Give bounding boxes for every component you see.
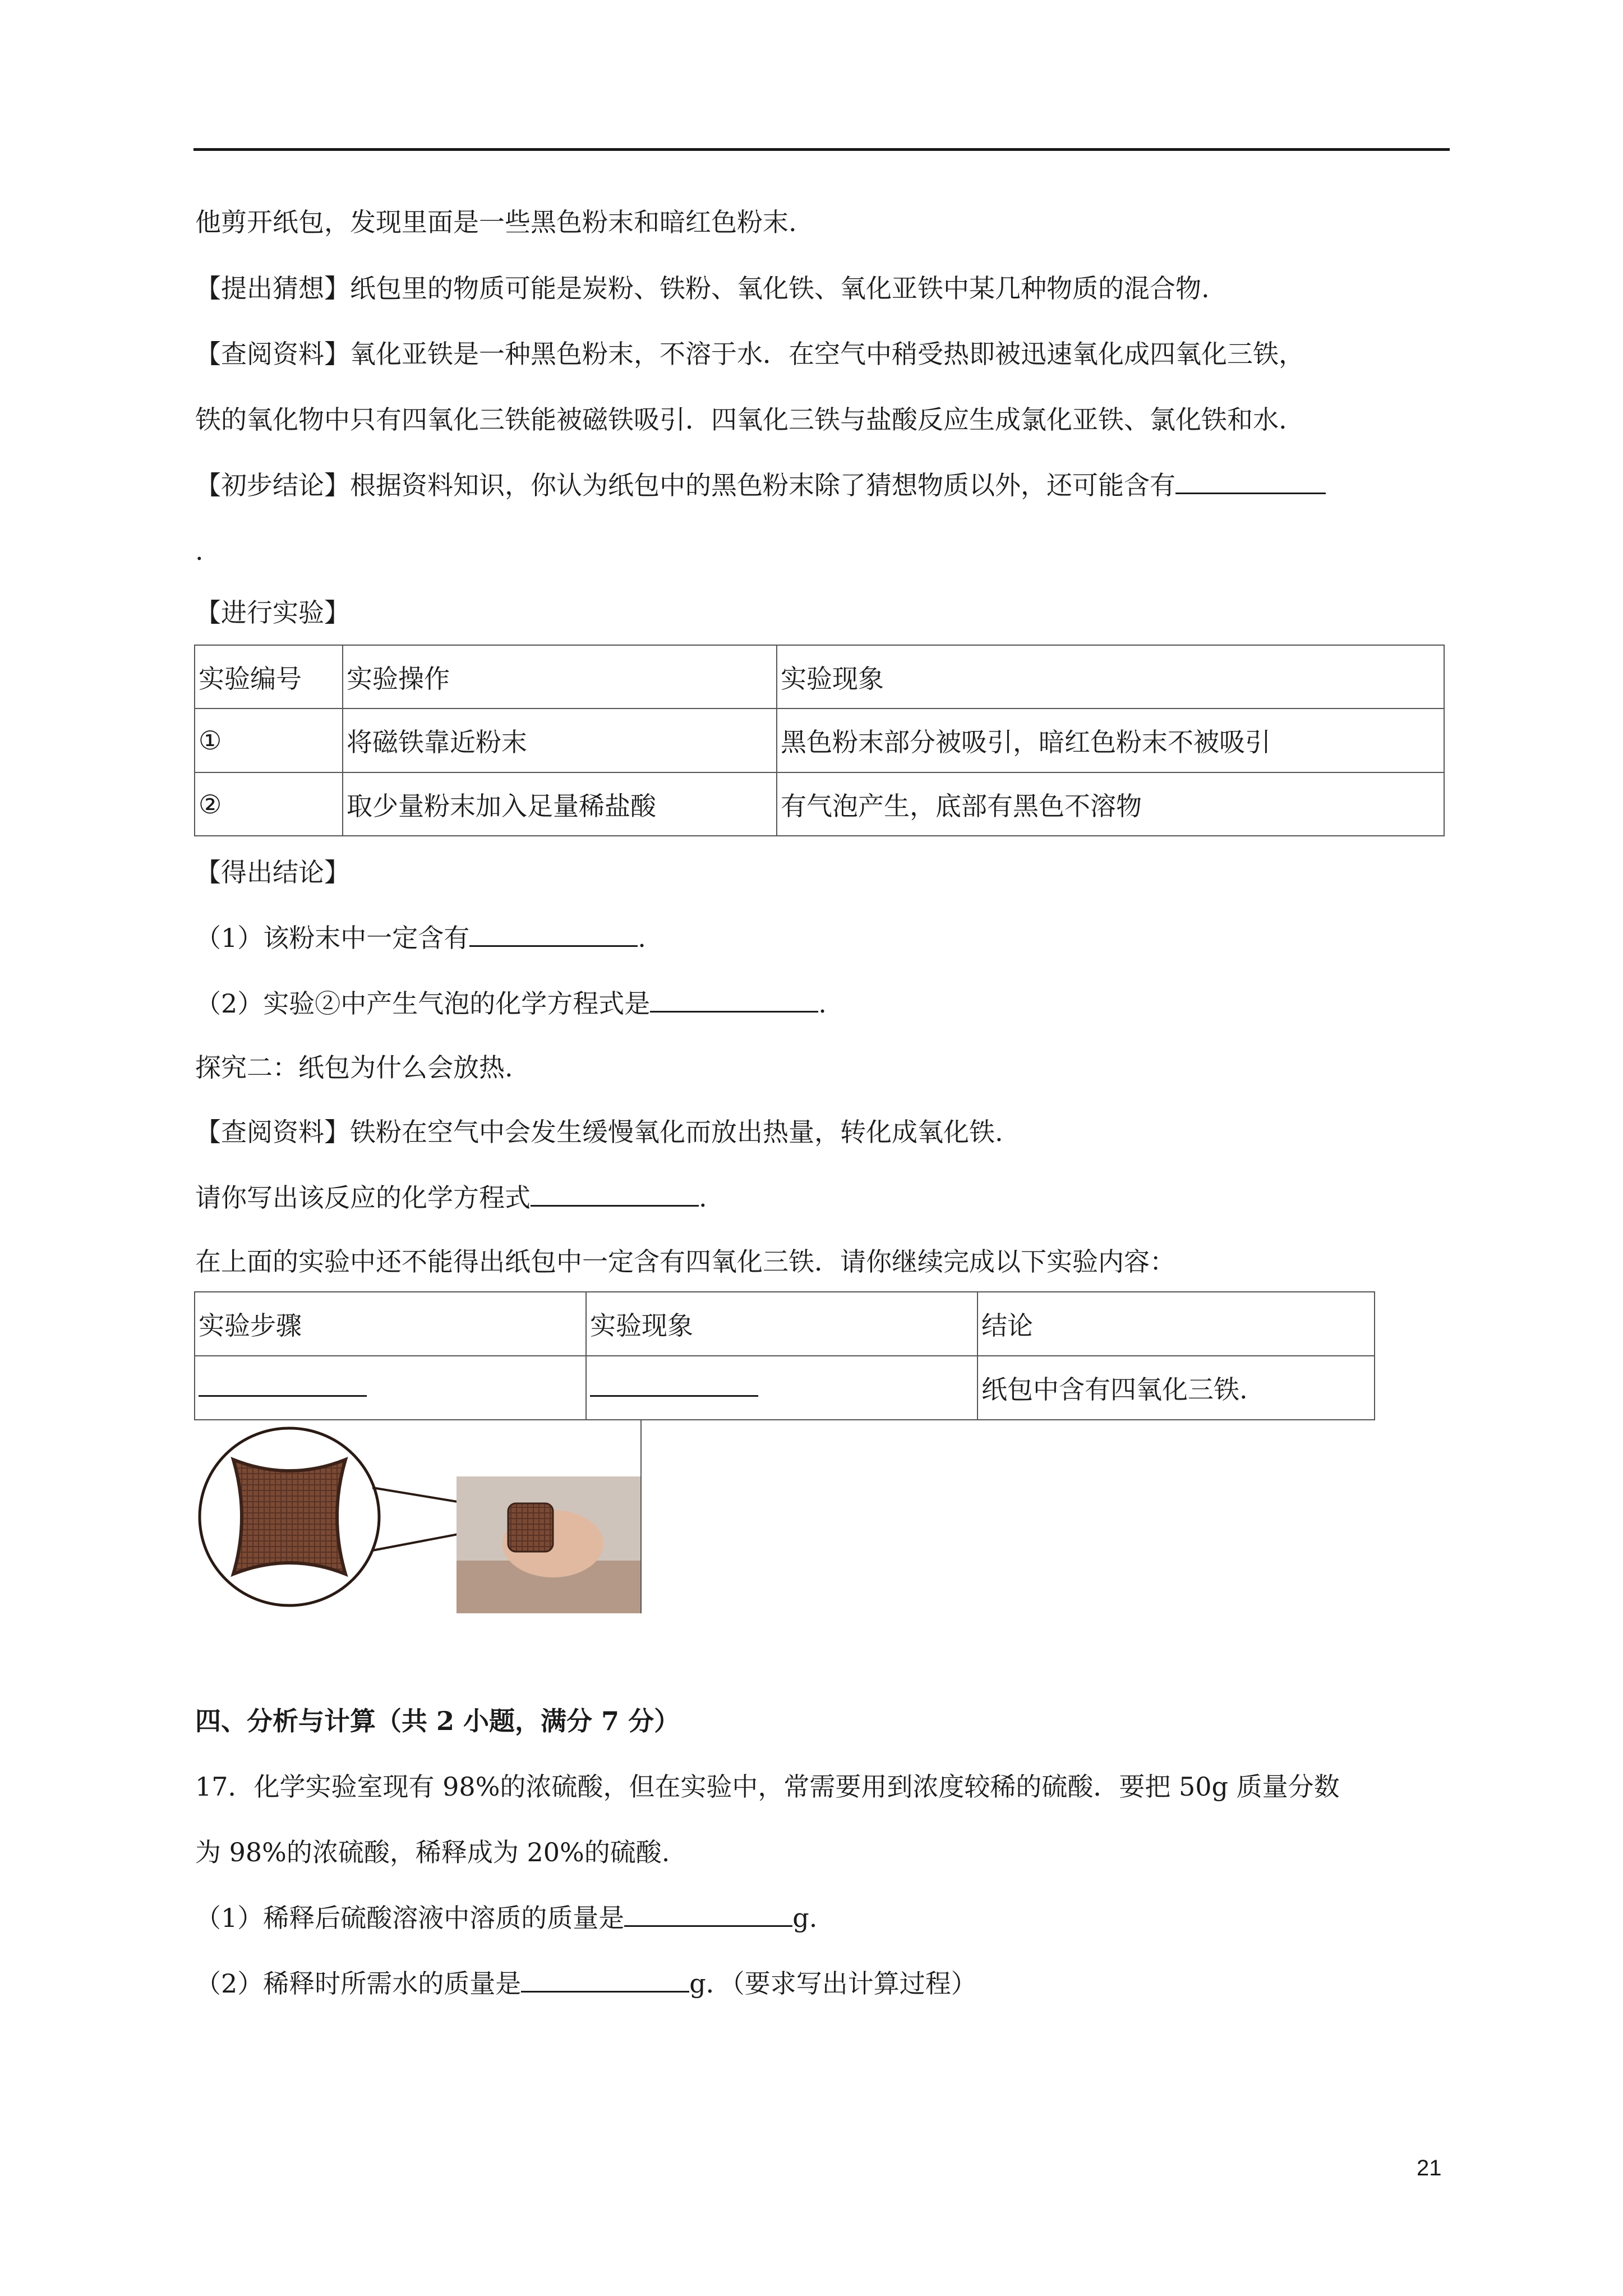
question-17-part-1-text: （1）稀释后硫酸溶液中溶质的质量是: [195, 1903, 625, 1933]
table-cell: [195, 1356, 586, 1420]
table-header-cell: 结论: [978, 1292, 1375, 1356]
line-end: .: [638, 923, 646, 953]
preliminary-conclusion-text: 【初步结论】根据资料知识，你认为纸包中的黑色粉末除了猜想物质以外，还可能含有: [195, 470, 1175, 500]
question-17-part-1: [195, 1902, 817, 1934]
table-header-cell: 实验编号: [195, 645, 343, 708]
line-end: g.: [792, 1903, 818, 1933]
answer-blank[interactable]: [521, 1968, 689, 1993]
table-cell: 黑色粉末部分被吸引，暗红色粉末不被吸引: [777, 708, 1444, 772]
heat-pack-closeup: [233, 1460, 345, 1574]
reference-line-2: 铁的氧化物中只有四氧化三铁能被磁铁吸引．四氧化三铁与盐酸反应生成氯化亚铁、氯化铁和水.: [195, 404, 1287, 435]
answer-blank[interactable]: [624, 1903, 792, 1927]
equation-prompt-text: 请你写出该反应的化学方程式: [195, 1182, 531, 1213]
photo-heat-pack: [508, 1503, 553, 1552]
answer-blank[interactable]: [469, 923, 638, 947]
table-header-cell: 实验操作: [343, 645, 777, 708]
table-cell: 纸包中含有四氧化三铁.: [978, 1356, 1375, 1420]
table-cell: 有气泡产生，底部有黑色不溶物: [777, 772, 1444, 836]
table-row: [195, 1356, 1375, 1420]
experiment-table: [194, 645, 1445, 836]
question-17-line-2: 为 98%的浓硫酸，稀释成为 20%的硫酸.: [195, 1837, 670, 1867]
hypothesis-line: 【提出猜想】纸包里的物质可能是炭粉、铁粉、氧化铁、氧化亚铁中某几种物质的混合物.: [195, 273, 1210, 303]
section-four-heading: 四、分析与计算（共 2 小题，满分 7 分）: [195, 1706, 680, 1736]
conclusion-item-2: [195, 988, 827, 1019]
table-header-cell: 实验步骤: [195, 1292, 586, 1356]
table-cell: ②: [195, 772, 343, 836]
answer-blank[interactable]: [199, 1373, 367, 1397]
question-17-line-1: 17．化学实验室现有 98%的浓硫酸，但在实验中，常需要用到浓度较稀的硫酸．要把 50g 质量分数: [195, 1772, 1340, 1802]
page-number: 21: [1417, 2156, 1442, 2180]
table-header-row: [195, 1292, 1375, 1356]
heat-pack-illustration: [194, 1420, 640, 1613]
table-cell: [586, 1356, 978, 1420]
heat-pack-figure: [194, 1419, 642, 1613]
conclusion-item-1-text: （1）该粉末中一定含有: [195, 923, 470, 953]
conclusion-heading: 【得出结论】: [195, 857, 350, 887]
question-17-part-2: [195, 1968, 977, 1999]
table-header-cell: 实验现象: [777, 645, 1444, 708]
reference-line: 【查阅资料】氧化亚铁是一种黑色粉末，不溶于水．在空气中稍受热即被迅速氧化成四氧化三铁，: [195, 339, 1304, 369]
preliminary-conclusion-line: [195, 470, 1326, 501]
text-line: 他剪开纸包，发现里面是一些黑色粉末和暗红色粉末.: [195, 207, 797, 237]
line-end: .: [818, 988, 827, 1019]
table-cell: 取少量粉末加入足量稀盐酸: [343, 772, 777, 836]
table-row: [195, 708, 1444, 772]
table-header-row: [195, 645, 1444, 708]
table-row: [195, 772, 1444, 836]
reference-line-3: 【查阅资料】铁粉在空气中会发生缓慢氧化而放出热量，转化成氧化铁.: [195, 1117, 1003, 1147]
period-line: .: [195, 536, 204, 566]
conclusion-item-2-text: （2）实验②中产生气泡的化学方程式是: [195, 988, 651, 1019]
answer-blank[interactable]: [531, 1182, 699, 1207]
equation-prompt-line: [195, 1182, 707, 1213]
table-cell: ①: [195, 708, 343, 772]
follow-up-table: [194, 1291, 1375, 1420]
answer-blank[interactable]: [1175, 470, 1326, 494]
line-end: g．（要求写出计算过程）: [689, 1968, 977, 1999]
header-rule: [193, 148, 1450, 151]
answer-blank[interactable]: [650, 988, 818, 1013]
question-17-part-2-text: （2）稀释时所需水的质量是: [195, 1968, 522, 1999]
answer-blank[interactable]: [590, 1373, 758, 1397]
table-cell: 将磁铁靠近粉末: [343, 708, 777, 772]
table-header-cell: 实验现象: [586, 1292, 978, 1356]
continue-experiment-line: 在上面的实验中还不能得出纸包中一定含有四氧化三铁．请你继续完成以下实验内容：: [195, 1246, 1175, 1277]
inquiry-two-line: 探究二：纸包为什么会放热.: [195, 1052, 513, 1083]
conclusion-item-1: [195, 922, 646, 954]
experiment-heading: 【进行实验】: [195, 597, 350, 628]
line-end: .: [699, 1182, 707, 1213]
